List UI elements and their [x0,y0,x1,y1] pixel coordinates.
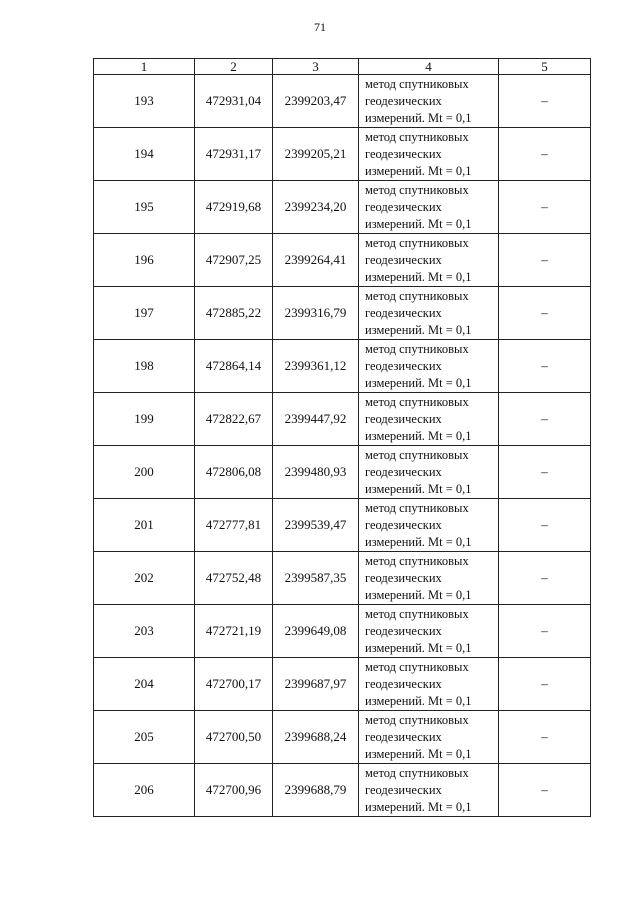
method-description [359,340,499,393]
table-row [94,446,591,499]
method-line-2: геодезических [365,676,442,691]
method-description [359,499,499,552]
method-line-1: метод спутниковых [365,235,469,250]
point-number: 193 [94,75,195,128]
note-cell: – [499,499,591,552]
table-row [94,605,591,658]
method-line-2: геодезических [365,358,442,373]
method-description [359,658,499,711]
coord-x: 472752,48 [195,552,273,605]
coord-y: 2399447,92 [273,393,359,446]
note-cell: – [499,605,591,658]
method-line-1: метод спутниковых [365,341,469,356]
table-row [94,499,591,552]
header-col-3: 3 [273,59,359,75]
method-line-3: измерений. Mt = 0,1 [365,799,472,814]
method-description [359,75,499,128]
method-line-3: измерений. Mt = 0,1 [365,216,472,231]
method-description [359,287,499,340]
method-line-1: метод спутниковых [365,129,469,144]
coordinates-table [93,58,591,817]
coord-y: 2399361,12 [273,340,359,393]
method-line-1: метод спутниковых [365,182,469,197]
method-line-2: геодезических [365,305,442,320]
method-line-3: измерений. Mt = 0,1 [365,587,472,602]
coord-y: 2399687,97 [273,658,359,711]
header-col-2: 2 [195,59,273,75]
note-cell: – [499,764,591,817]
point-number: 199 [94,393,195,446]
table-row [94,181,591,234]
table-body [94,75,591,817]
method-line-2: геодезических [365,464,442,479]
method-line-2: геодезических [365,411,442,426]
table-row [94,75,591,128]
method-line-2: геодезических [365,93,442,108]
method-line-3: измерений. Mt = 0,1 [365,481,472,496]
method-line-3: измерений. Mt = 0,1 [365,322,472,337]
coord-x: 472822,67 [195,393,273,446]
note-cell: – [499,234,591,287]
coord-x: 472700,17 [195,658,273,711]
coord-y: 2399688,79 [273,764,359,817]
note-cell: – [499,552,591,605]
method-line-3: измерений. Mt = 0,1 [365,110,472,125]
point-number: 201 [94,499,195,552]
coord-y: 2399480,93 [273,446,359,499]
method-line-1: метод спутниковых [365,765,469,780]
coord-y: 2399587,35 [273,552,359,605]
coord-x: 472931,17 [195,128,273,181]
coord-y: 2399316,79 [273,287,359,340]
note-cell: – [499,658,591,711]
method-line-2: геодезических [365,146,442,161]
coord-y: 2399264,41 [273,234,359,287]
table-row [94,340,591,393]
table-row [94,234,591,287]
method-line-2: геодезических [365,782,442,797]
method-line-3: измерений. Mt = 0,1 [365,428,472,443]
method-description [359,446,499,499]
table-row [94,128,591,181]
point-number: 204 [94,658,195,711]
method-line-2: геодезических [365,623,442,638]
method-line-2: геодезических [365,199,442,214]
point-number: 196 [94,234,195,287]
method-line-1: метод спутниковых [365,76,469,91]
note-cell: – [499,446,591,499]
header-row [94,59,591,75]
method-line-1: метод спутниковых [365,606,469,621]
table-row [94,764,591,817]
table-row [94,552,591,605]
method-description [359,128,499,181]
coord-x: 472806,08 [195,446,273,499]
method-line-2: геодезических [365,252,442,267]
method-line-3: измерений. Mt = 0,1 [365,693,472,708]
method-line-1: метод спутниковых [365,500,469,515]
method-line-1: метод спутниковых [365,447,469,462]
method-line-3: измерений. Mt = 0,1 [365,163,472,178]
coord-x: 472777,81 [195,499,273,552]
point-number: 198 [94,340,195,393]
table-row [94,658,591,711]
coord-x: 472885,22 [195,287,273,340]
table-row [94,393,591,446]
coord-x: 472931,04 [195,75,273,128]
header-col-4: 4 [359,59,499,75]
point-number: 197 [94,287,195,340]
method-line-1: метод спутниковых [365,288,469,303]
method-description [359,764,499,817]
coord-x: 472700,50 [195,711,273,764]
header-col-5: 5 [499,59,591,75]
coord-x: 472864,14 [195,340,273,393]
header-col-1: 1 [94,59,195,75]
method-description [359,552,499,605]
coord-x: 472700,96 [195,764,273,817]
method-line-3: измерений. Mt = 0,1 [365,640,472,655]
method-description [359,711,499,764]
point-number: 194 [94,128,195,181]
point-number: 200 [94,446,195,499]
method-description [359,605,499,658]
note-cell: – [499,128,591,181]
coord-y: 2399203,47 [273,75,359,128]
table-row [94,287,591,340]
point-number: 203 [94,605,195,658]
method-line-1: метод спутниковых [365,553,469,568]
note-cell: – [499,340,591,393]
point-number: 202 [94,552,195,605]
method-line-2: геодезических [365,729,442,744]
note-cell: – [499,711,591,764]
method-line-2: геодезических [365,570,442,585]
note-cell: – [499,181,591,234]
coord-x: 472721,19 [195,605,273,658]
note-cell: – [499,393,591,446]
coord-x: 472907,25 [195,234,273,287]
coord-y: 2399688,24 [273,711,359,764]
coord-y: 2399234,20 [273,181,359,234]
table-header [94,59,591,75]
note-cell: – [499,287,591,340]
coord-x: 472919,68 [195,181,273,234]
page-number: 71 [314,20,326,34]
method-line-3: измерений. Mt = 0,1 [365,746,472,761]
coord-y: 2399539,47 [273,499,359,552]
method-description [359,181,499,234]
method-line-1: метод спутниковых [365,394,469,409]
method-line-3: измерений. Mt = 0,1 [365,269,472,284]
point-number: 195 [94,181,195,234]
coord-y: 2399649,08 [273,605,359,658]
method-line-3: измерений. Mt = 0,1 [365,375,472,390]
method-line-2: геодезических [365,517,442,532]
note-cell: – [499,75,591,128]
method-line-1: метод спутниковых [365,712,469,727]
point-number: 206 [94,764,195,817]
table-row [94,711,591,764]
method-line-1: метод спутниковых [365,659,469,674]
method-description [359,234,499,287]
point-number: 205 [94,711,195,764]
method-line-3: измерений. Mt = 0,1 [365,534,472,549]
coord-y: 2399205,21 [273,128,359,181]
method-description [359,393,499,446]
